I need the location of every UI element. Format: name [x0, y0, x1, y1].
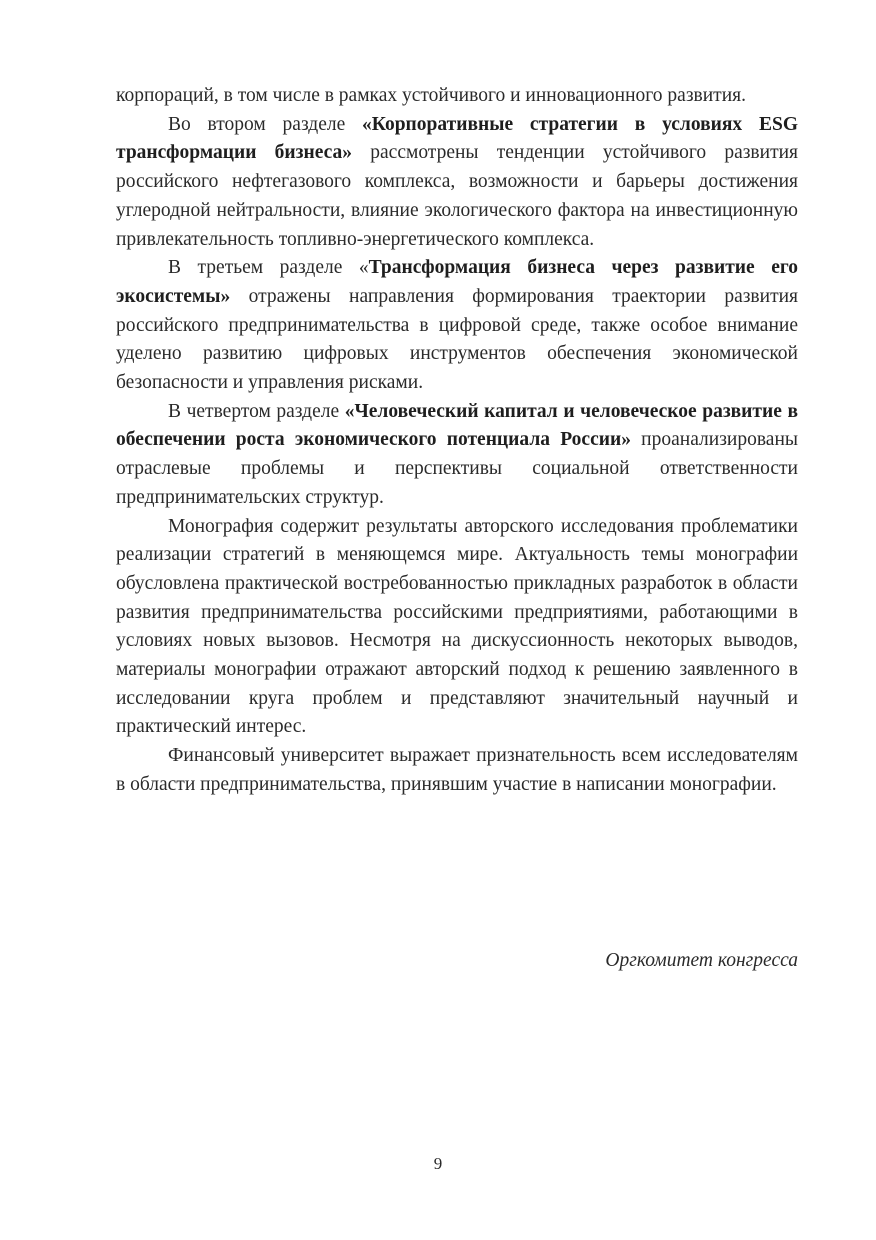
page-number: 9: [433, 1154, 443, 1173]
document-body: [116, 82, 798, 800]
paragraph-text: Во втором разделе: [168, 113, 363, 135]
paragraph-section-three: [116, 254, 798, 398]
paragraph-text: корпораций, в том числе в рамках устойчивого и инновационного развития.: [116, 85, 746, 106]
section-title-bold: Трансформация бизнеса через развитие его экосистемы»: [116, 257, 798, 307]
paragraph-text: рассмотрены тенденции устойчивого развития российского нефтегазового комплекса, возможности и барьеры достижения углеродной нейтральности, влияние экологического фактора на инвестиционную привлекательность топливно-энергетического комплекса.: [116, 142, 798, 250]
paragraph-text: Монография содержит результаты авторского исследования проблематики реализации стратегий в меняющемся мире. Актуальность темы монографии обусловлена практической востребованностью прикладных разработок в области развития предпринимательства российскими предприятиями, работающими в условиях новых вызовов. Несмотря на дискуссионность некоторых выводов, материалы монографии отражают авторский подход к решению заявленного в исследовании круга проблем и представляют значительный научный и практический интерес.: [116, 515, 798, 738]
paragraph-text: Финансовый университет выражает признательность всем исследователям в области предпринимательства, принявшим участие в написании монографии.: [116, 745, 798, 795]
paragraph-monograph-summary: [116, 513, 798, 743]
paragraph-section-four: [116, 398, 798, 513]
paragraph-section-two: [116, 111, 798, 255]
section-title-bold: «Человеческий капитал и человеческое развитие в обеспечении роста экономического потенциала России»: [116, 400, 799, 451]
paragraph-acknowledgement: [116, 742, 798, 799]
paragraph-intro-continuation: [116, 82, 798, 111]
paragraph-text: В третьем разделе «: [168, 257, 369, 279]
section-title-bold: «Корпоративные стратегии в условиях ESG трансформации бизнеса»: [116, 113, 798, 164]
paragraph-text: отражены направления формирования траектории развития российского предпринимательства в цифровой среде, также особое внимание уделено развитию цифровых инструментов обеспечения экономической безопасности и управления рисками.: [116, 285, 798, 394]
paragraph-text: проанализированы отраслевые проблемы и перспективы социальной ответственности предпринимательских структур.: [116, 429, 798, 508]
paragraph-text: В четвертом разделе: [168, 400, 345, 422]
signature: Оргкомитет конгресса: [605, 950, 798, 971]
